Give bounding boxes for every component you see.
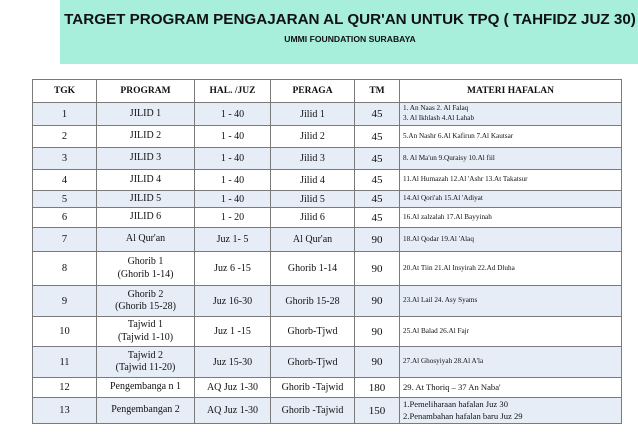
- cell-tgk: 11: [33, 347, 97, 378]
- cell-hal-juz: 1 - 40: [195, 126, 271, 148]
- cell-program: JILID 3: [97, 148, 195, 170]
- cell-peraga: Ghorib 15-28: [271, 286, 355, 317]
- program-table: [32, 79, 622, 424]
- cell-hal-juz: AQ Juz 1-30: [195, 398, 271, 424]
- table-row: [33, 191, 622, 208]
- cell-program: Ghorib 1 (Ghorib 1-14): [97, 252, 195, 286]
- cell-program: Ghorib 2 (Ghorib 15-28): [97, 286, 195, 317]
- table-row: [33, 228, 622, 252]
- cell-materi-hafalan: 1. An Naas 2. Al Falaq 3. Al Ikhlash 4.Al Lahab: [400, 103, 622, 126]
- cell-materi-hafalan: 18.Al Qodar 19.Al 'Alaq: [400, 228, 622, 252]
- cell-tgk: 2: [33, 126, 97, 148]
- column-header-hal-juz: HAL. /JUZ: [195, 80, 271, 103]
- cell-peraga: Jilid 1: [271, 103, 355, 126]
- cell-peraga: Jilid 4: [271, 170, 355, 191]
- cell-materi-hafalan: 25.Al Balad 26.Al Fajr: [400, 317, 622, 347]
- table-row: [33, 208, 622, 228]
- cell-tm: 90: [355, 317, 400, 347]
- table-row: [33, 148, 622, 170]
- table-row: [33, 398, 622, 424]
- cell-hal-juz: Juz 15-30: [195, 347, 271, 378]
- cell-materi-hafalan: 23.Al Lail 24. Asy Syams: [400, 286, 622, 317]
- cell-program: JILID 4: [97, 170, 195, 191]
- cell-hal-juz: Juz 1- 5: [195, 228, 271, 252]
- cell-hal-juz: 1 - 40: [195, 191, 271, 208]
- cell-tm: 45: [355, 126, 400, 148]
- cell-hal-juz: Juz 1 -15: [195, 317, 271, 347]
- table-row: [33, 317, 622, 347]
- cell-peraga: Jilid 5: [271, 191, 355, 208]
- table-row: [33, 126, 622, 148]
- cell-tgk: 10: [33, 317, 97, 347]
- column-header-program: PROGRAM: [97, 80, 195, 103]
- page-subtitle: UMMI FOUNDATION SURABAYA: [284, 34, 416, 44]
- cell-tgk: 7: [33, 228, 97, 252]
- cell-tm: 150: [355, 398, 400, 424]
- cell-program: JILID 1: [97, 103, 195, 126]
- cell-peraga: Jilid 2: [271, 126, 355, 148]
- table-row: [33, 378, 622, 398]
- cell-hal-juz: 1 - 40: [195, 148, 271, 170]
- title-banner: [60, 0, 638, 64]
- table-row: [33, 252, 622, 286]
- table-header-row: [33, 80, 622, 103]
- cell-tm: 45: [355, 170, 400, 191]
- cell-program: Tajwid 2 (Tajwid 11-20): [97, 347, 195, 378]
- column-header-materi-hafalan: MATERI HAFALAN: [400, 80, 622, 103]
- cell-tm: 180: [355, 378, 400, 398]
- cell-program: JILID 5: [97, 191, 195, 208]
- cell-tgk: 9: [33, 286, 97, 317]
- cell-program: Tajwid 1 (Tajwid 1-10): [97, 317, 195, 347]
- cell-hal-juz: Juz 16-30: [195, 286, 271, 317]
- table-row: [33, 103, 622, 126]
- cell-peraga: Al Qur'an: [271, 228, 355, 252]
- column-header-tm: TM: [355, 80, 400, 103]
- cell-tgk: 13: [33, 398, 97, 424]
- cell-materi-hafalan: 16.Al zalzalah 17.Al Bayyinah: [400, 208, 622, 228]
- cell-materi-hafalan: 27.Al Ghosyiyah 28.Al A'la: [400, 347, 622, 378]
- cell-peraga: Ghorib 1-14: [271, 252, 355, 286]
- cell-hal-juz: AQ Juz 1-30: [195, 378, 271, 398]
- cell-materi-hafalan: 29. At Thoriq – 37 An Naba': [400, 378, 622, 398]
- cell-peraga: Ghorb-Tjwd: [271, 317, 355, 347]
- cell-peraga: Jilid 6: [271, 208, 355, 228]
- cell-hal-juz: Juz 6 -15: [195, 252, 271, 286]
- cell-peraga: Jilid 3: [271, 148, 355, 170]
- cell-tgk: 6: [33, 208, 97, 228]
- column-header-tgk: TGK: [33, 80, 97, 103]
- cell-program: Pengembangan 2: [97, 398, 195, 424]
- cell-tgk: 12: [33, 378, 97, 398]
- table-body: [33, 103, 622, 424]
- cell-tm: 45: [355, 103, 400, 126]
- cell-peraga: Ghorib -Tajwid: [271, 398, 355, 424]
- cell-hal-juz: 1 - 40: [195, 103, 271, 126]
- cell-materi-hafalan: 20.At Tiin 21.Al Insyirah 22.Ad Dluha: [400, 252, 622, 286]
- cell-tgk: 4: [33, 170, 97, 191]
- cell-materi-hafalan: 5.An Nashr 6.Al Kafirun 7.Al Kautsar: [400, 126, 622, 148]
- cell-tgk: 1: [33, 103, 97, 126]
- cell-tgk: 5: [33, 191, 97, 208]
- cell-materi-hafalan: 8. Al Ma'un 9.Quraisy 10.Al fiil: [400, 148, 622, 170]
- cell-program: Pengembanga n 1: [97, 378, 195, 398]
- cell-materi-hafalan: 1.Pemeliharaan hafalan Juz 30 2.Penambahan hafalan baru Juz 29: [400, 398, 622, 424]
- cell-materi-hafalan: 11.Al Humazah 12.Al 'Ashr 13.At Takatsur: [400, 170, 622, 191]
- cell-tm: 90: [355, 347, 400, 378]
- cell-tm: 45: [355, 148, 400, 170]
- cell-hal-juz: 1 - 20: [195, 208, 271, 228]
- cell-tm: 45: [355, 191, 400, 208]
- cell-tm: 45: [355, 208, 400, 228]
- cell-hal-juz: 1 - 40: [195, 170, 271, 191]
- table-row: [33, 347, 622, 378]
- cell-tm: 90: [355, 252, 400, 286]
- table-row: [33, 170, 622, 191]
- cell-tgk: 8: [33, 252, 97, 286]
- cell-tm: 90: [355, 286, 400, 317]
- table-row: [33, 286, 622, 317]
- cell-program: JILID 2: [97, 126, 195, 148]
- column-header-peraga: PERAGA: [271, 80, 355, 103]
- cell-materi-hafalan: 14.Al Qori'ah 15.Al 'Adiyat: [400, 191, 622, 208]
- cell-program: Al Qur'an: [97, 228, 195, 252]
- cell-program: JILID 6: [97, 208, 195, 228]
- cell-peraga: Ghorib -Tajwid: [271, 378, 355, 398]
- cell-peraga: Ghorb-Tjwd: [271, 347, 355, 378]
- cell-tm: 90: [355, 228, 400, 252]
- cell-tgk: 3: [33, 148, 97, 170]
- page-title: TARGET PROGRAM PENGAJARAN AL QUR'AN UNTUK TPQ ( TAHFIDZ JUZ 30): [64, 11, 636, 28]
